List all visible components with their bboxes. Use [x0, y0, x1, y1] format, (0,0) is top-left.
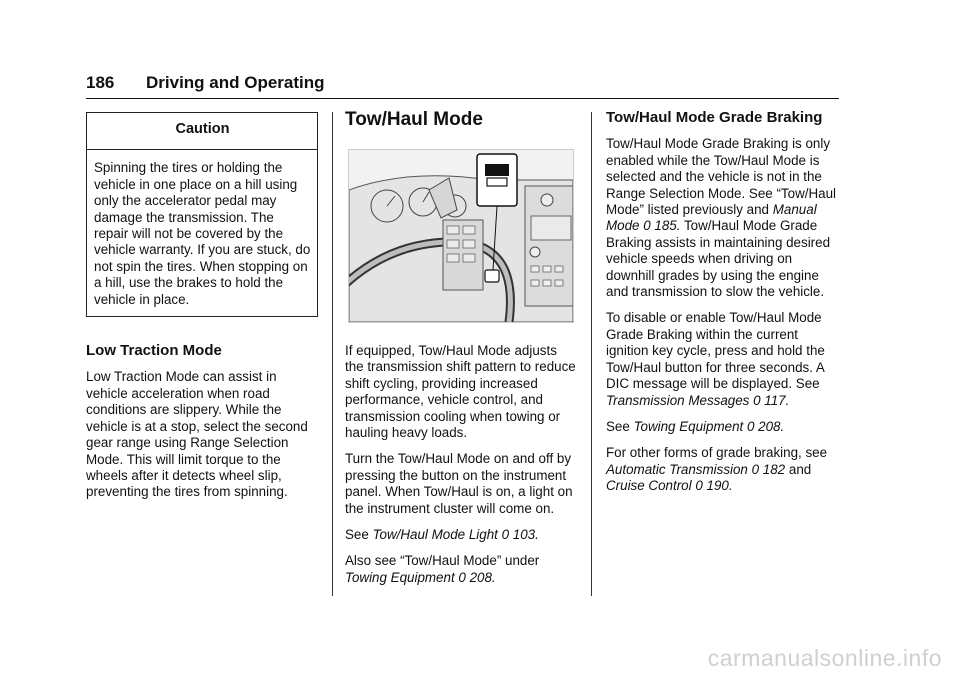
caution-body: Spinning the tires or holding the vehicle in one place on a hill using only the accelerator pedal may damage the transmission. The repair will not be covered by the vehicle warranty. If you are stuck, do not spin the tires. When stopping on a hill, use the brakes to hold the vehicle in place. — [94, 160, 311, 307]
tow-haul-see-line — [345, 527, 577, 543]
column-divider — [332, 112, 333, 596]
caution-divider — [87, 149, 317, 150]
page-ref[interactable]: 0 208. — [458, 569, 496, 585]
dashboard-illustration-svg — [349, 150, 573, 322]
grade-braking-heading: Tow/Haul Mode Grade Braking — [606, 109, 823, 126]
conjunction: and — [788, 461, 812, 477]
low-traction-body: Low Traction Mode can assist in vehicle acceleration when road conditions are slippery. While the vehicle is at a stop, select the second gear range using Range Selection Mode. This will limit torque to the wheels after it detects wheel slip, preventing the tires from spinning. — [86, 369, 308, 500]
paragraph-text: For other forms of grade braking, see — [606, 445, 828, 461]
see-prefix: See — [345, 527, 369, 543]
also-see-prefix: Also see “Tow/Haul Mode” under — [345, 553, 540, 569]
page-header — [86, 70, 839, 99]
page-ref[interactable]: 0 182 — [751, 461, 786, 477]
link-automatic-transmission[interactable]: Automatic Transmission — [606, 461, 748, 477]
page-ref[interactable]: 0 185. — [643, 218, 681, 234]
column-right — [606, 109, 840, 505]
caution-title: Caution — [175, 121, 230, 137]
grade-braking-paragraph-3 — [606, 419, 840, 435]
watermark: carmanualsonline.info — [707, 645, 942, 671]
column-middle — [345, 109, 577, 596]
paragraph-text: Tow/Haul Mode Grade Braking is only enabled while the Tow/Haul Mode is selected and the vehicle is not in the Range Selection Mode. See “Tow/Haul Mode” listed previously and — [606, 136, 837, 218]
section-title: Driving and Operating — [146, 73, 325, 92]
grade-braking-paragraph-2 — [606, 310, 840, 408]
column-divider — [591, 112, 592, 596]
page-ref[interactable]: 0 103. — [501, 527, 539, 543]
page-ref[interactable]: 0 190. — [695, 478, 733, 494]
tow-haul-illustration — [348, 149, 574, 323]
tow-haul-also-see — [345, 553, 577, 586]
tow-haul-heading: Tow/Haul Mode — [345, 109, 483, 130]
link-towing-equipment[interactable]: Towing Equipment — [633, 418, 744, 434]
grade-braking-paragraph-1 — [606, 136, 840, 300]
low-traction-heading: Low Traction Mode — [86, 342, 222, 360]
caution-box — [86, 112, 318, 317]
link-transmission-messages[interactable]: Transmission Messages — [606, 392, 750, 408]
paragraph-text: Tow/Haul Mode Grade Braking assists in maintaining desired vehicle speeds when driving on downhill grades by using the engine and transmission to slow the vehicle. — [606, 218, 831, 300]
tow-haul-paragraph-2: Turn the Tow/Haul Mode on and off by pressing the button on the instrument panel. When Tow/Haul is on, a light on the instrument cluster will come on. — [345, 451, 573, 516]
page-ref[interactable]: 0 117. — [753, 392, 790, 408]
paragraph-text: To disable or enable Tow/Haul Mode Grade Braking within the current ignition key cycle, press and hold the Tow/Haul button for three seconds. A DIC message will be displayed. See — [606, 310, 825, 392]
link-manual-mode[interactable]: Manual Mode — [606, 202, 817, 234]
page-number: 186 — [86, 73, 115, 92]
page-ref[interactable]: 0 208. — [746, 418, 785, 434]
link-tow-haul-mode-light[interactable]: Tow/Haul Mode Light — [372, 527, 498, 543]
link-towing-equipment[interactable]: Towing Equipment — [345, 569, 455, 585]
column-left — [86, 112, 318, 511]
link-cruise-control[interactable]: Cruise Control — [606, 478, 692, 494]
tow-haul-paragraph-1: If equipped, Tow/Haul Mode adjusts the transmission shift pattern to reduce shift cycling, providing increased performance, vehicle control, and transmission cooling when towing or hauling heavy loads. — [345, 343, 576, 441]
grade-braking-paragraph-4 — [606, 445, 840, 494]
see-prefix: See — [606, 418, 630, 434]
